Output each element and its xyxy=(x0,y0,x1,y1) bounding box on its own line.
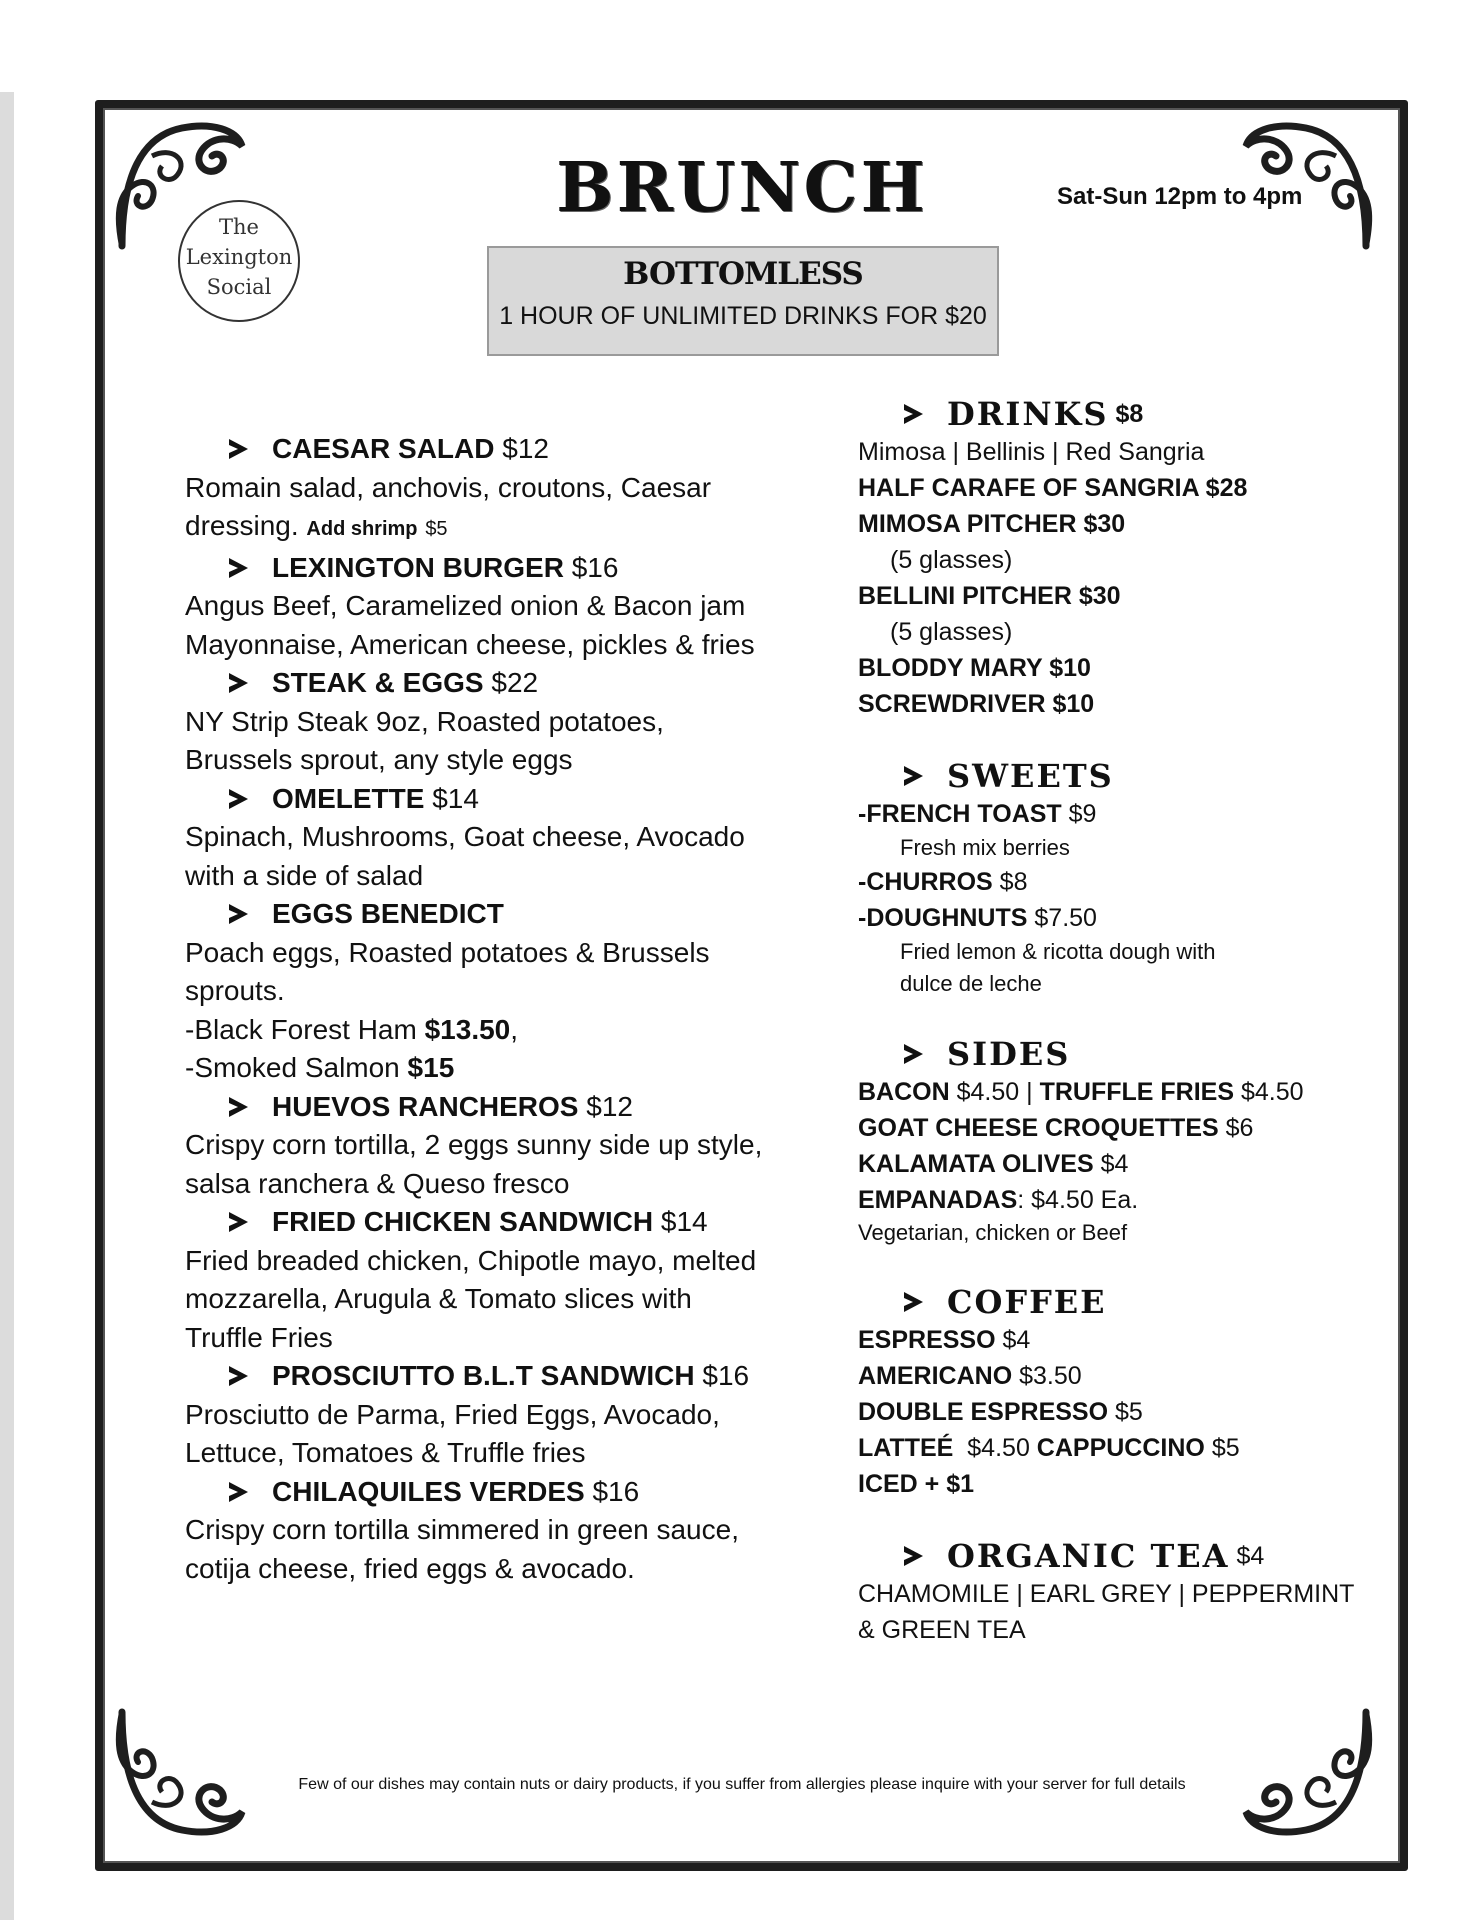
drink-item: SCREWDRIVER $10 xyxy=(858,690,1095,718)
menu-item-heading: CHILAQUILES VERDES $16 xyxy=(185,1473,765,1512)
menu-item-heading: EGGS BENEDICT xyxy=(185,895,765,934)
menu-item-heading: PROSCIUTTO B.L.T SANDWICH $16 xyxy=(185,1357,765,1396)
side-item: GOAT CHEESE CROQUETTES $6 xyxy=(858,1114,1254,1142)
drink-note: (5 glasses) xyxy=(890,546,1013,574)
menu-item-description: Crispy corn tortilla simmered in green sauce, cotija cheese, fried eggs & avocado. xyxy=(185,1514,739,1584)
menu-item-description: Poach eggs, Roasted potatoes & Brussels sprouts. xyxy=(185,936,710,1006)
arrow-bullet-icon xyxy=(904,404,923,424)
side-item: KALAMATA OLIVES $4 xyxy=(858,1150,1129,1178)
sweet-description: dulce de leche xyxy=(900,971,1042,996)
allergy-footer: Few of our dishes may contain nuts or dairy products, if you suffer from allergies please inquire with your server for full details xyxy=(298,1776,1186,1793)
menu-item-description: Crispy corn tortilla, 2 eggs sunny side up style, salsa ranchera & Queso fresco xyxy=(185,1129,763,1199)
bottomless-subtitle: 1 HOUR OF UNLIMITED DRINKS FOR $20 xyxy=(499,302,987,330)
drink-item: MIMOSA PITCHER $30 xyxy=(858,510,1126,538)
menu-item-option: -Black Forest Ham $13.50, xyxy=(185,1013,519,1045)
coffee-item: AMERICANO $3.50 xyxy=(858,1362,1082,1390)
arrow-bullet-icon xyxy=(229,789,248,809)
menu-item-description: NY Strip Steak 9oz, Roasted potatoes, Brussels sprout, any style eggs xyxy=(185,705,664,775)
arrow-bullet-icon xyxy=(229,904,248,924)
menu-item-heading: FRIED CHICKEN SANDWICH $14 xyxy=(185,1203,765,1242)
drink-item: BLODDY MARY $10 xyxy=(858,654,1091,682)
menu-item-heading: HUEVOS RANCHEROS $12 xyxy=(185,1088,765,1127)
menu-item-heading: CAESAR SALAD $12 xyxy=(185,430,765,469)
arrow-bullet-icon xyxy=(904,766,923,786)
menu-item-description: Prosciutto de Parma, Fried Eggs, Avocado, Lettuce, Tomatoes & Truffle fries xyxy=(185,1398,720,1468)
menu-item-description: Fried breaded chicken, Chipotle mayo, melted mozzarella, Arugula & Tomato slices with Truffle Fries xyxy=(185,1244,757,1353)
corner-flourish-icon xyxy=(1236,1702,1376,1842)
sweet-item: -DOUGHNUTS $7.50 xyxy=(858,904,1097,932)
side-description: Vegetarian, chicken or Beef xyxy=(858,1220,1128,1245)
menu-item-option: -Smoked Salmon $15 xyxy=(185,1052,455,1083)
menu-item-heading: LEXINGTON BURGER $16 xyxy=(185,549,765,588)
drinks-list: Mimosa | Bellinis | Red Sangria xyxy=(858,438,1205,466)
sweet-item: -CHURROS $8 xyxy=(858,868,1028,896)
arrow-bullet-icon xyxy=(229,1366,248,1386)
coffee-item: DOUBLE ESPRESSO $5 xyxy=(858,1398,1143,1426)
section-heading-drinks: DRINKS $8 xyxy=(858,396,1358,432)
restaurant-logo: The Lexington Social xyxy=(178,200,300,322)
page-edge-strip xyxy=(0,92,14,1920)
side-item: BACON $4.50 | TRUFFLE FRIES $4.50 xyxy=(858,1078,1304,1106)
arrow-bullet-icon xyxy=(229,439,248,459)
section-heading-sides: SIDES xyxy=(858,1036,1358,1072)
arrow-bullet-icon xyxy=(904,1044,923,1064)
arrow-bullet-icon xyxy=(904,1546,923,1566)
tea-list: & GREEN TEA xyxy=(858,1616,1026,1644)
arrow-bullet-icon xyxy=(904,1292,923,1312)
drinks-sides-column xyxy=(858,396,1358,1648)
section-heading-coffee: COFFEE xyxy=(858,1284,1358,1320)
sweet-description: Fried lemon & ricotta dough with xyxy=(900,939,1216,964)
coffee-item: LATTEÉ $4.50 CAPPUCCINO $5 xyxy=(858,1434,1240,1462)
coffee-item: ICED + $1 xyxy=(858,1470,975,1498)
hours-text: Sat-Sun 12pm to 4pm xyxy=(1057,183,1303,210)
section-heading-sweets: SWEETS xyxy=(858,758,1358,794)
drink-note: (5 glasses) xyxy=(890,618,1013,646)
menu-item-heading: OMELETTE $14 xyxy=(185,780,765,819)
bottomless-heading: BOTTOMLESS xyxy=(623,256,863,292)
page-title: BRUNCH xyxy=(556,148,928,228)
side-item: EMPANADAS: $4.50 Ea. xyxy=(858,1186,1139,1214)
bottomless-box xyxy=(487,246,999,356)
coffee-item: ESPRESSO $4 xyxy=(858,1326,1031,1354)
menu-item-description: Romain salad, anchovis, croutons, Caesar dressing. Add shrimp $5 xyxy=(185,471,712,541)
menu-item-heading: STEAK & EGGS $22 xyxy=(185,664,765,703)
tea-list: CHAMOMILE | EARL GREY | PEPPERMINT xyxy=(858,1580,1355,1608)
arrow-bullet-icon xyxy=(229,673,248,693)
drink-item: BELLINI PITCHER $30 xyxy=(858,582,1121,610)
arrow-bullet-icon xyxy=(229,1212,248,1232)
arrow-bullet-icon xyxy=(229,1097,248,1117)
mains-column xyxy=(185,430,765,1588)
sweet-description: Fresh mix berries xyxy=(900,835,1070,860)
drink-item: HALF CARAFE OF SANGRIA $28 xyxy=(858,474,1248,502)
corner-flourish-icon xyxy=(112,1702,252,1842)
arrow-bullet-icon xyxy=(229,1482,248,1502)
menu-item-description: Angus Beef, Caramelized onion & Bacon jam Mayonnaise, American cheese, pickles & fries xyxy=(185,590,755,660)
section-heading-tea: ORGANIC TEA $4 xyxy=(858,1538,1358,1574)
menu-item-description: Spinach, Mushrooms, Goat cheese, Avocado with a side of salad xyxy=(185,821,745,891)
arrow-bullet-icon xyxy=(229,558,248,578)
sweet-item: -FRENCH TOAST $9 xyxy=(858,800,1097,828)
